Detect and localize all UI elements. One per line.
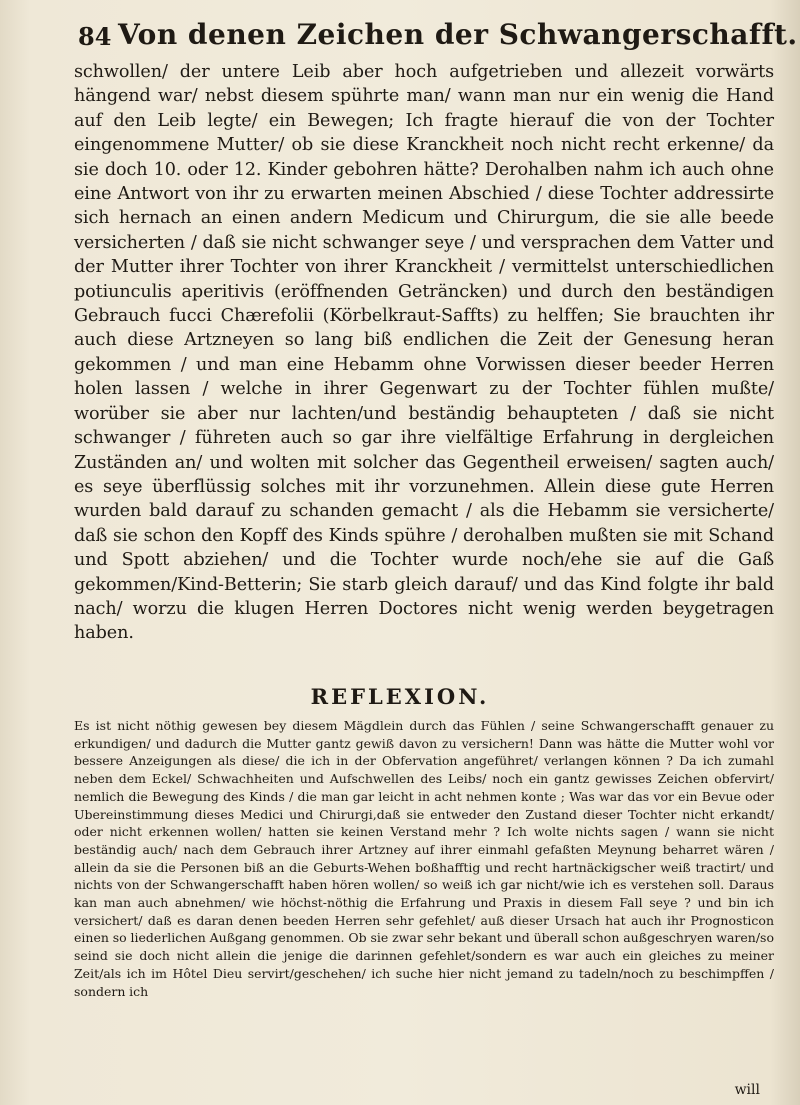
body-paragraph: schwollen/ der untere Leib aber hoch aufgetrieben und allezeit vorwärts hängend war/ nebst diesem spührte man/ wann man nur ein wenig die Hand auf den Leib legte/ ein Bewegen; Ich fragte hierauf die von der Tochter eingenommene Mutter/ ob sie diese Kranckheit noch nicht recht erkenne/ da sie doch 10. oder 12. Kinder gebohren hätte? Derohalben nahm ich auch ohne eine Antwort von ihr zu erwarten meinen Abschied / diese Tochter addressirte sich hernach an einen andern Medicum und Chirurgum, die sie alle beede versicherten / daß sie nicht schwanger seye / und versprachen dem Vatter und der Mutter ihrer Tochter von ihrer Kranckheit / vermittelst unterschiedlichen potiunculis aperitivis (eröffnenden Geträncken) und durch den beständigen Gebrauch fucci Chærefolii (Körbelkraut-Saffts) zu helffen; Sie brauchten ihr auch diese Artzneyen so lang biß endlichen die Zeit der Genesung heran gekommen / und man eine Hebamm ohne Vorwissen dieser beeder Herren holen lassen / welche in ihrer Gegenwart zu der Tochter fühlen mußte/ worüber sie aber nur lachten/und beständig behaupteten / daß sie nicht schwanger / führeten auch so gar ihre vielfältige Erfahrung in dergleichen Zuständen an/ und wolten mit solcher das Gegentheil erweisen/ sagten auch/ es seye überflüssig solches mit ihr vorzunehmen. Allein diese gute Herren wurden bald darauf zu schanden gemacht / als die Hebamm sie versicherte/ daß sie schon den Kopff des Kinds spühre / derohalben mußten sie mit Schand und Spott abziehen/ und die Tochter wurde noch/ehe sie auf die Gaß gekommen/Kind-Betterin; Sie starb gleich darauf/ und das Kind folgte ihr bald nach/ worzu die klugen Herren Doctores nicht wenig werden beygetragen haben. [74,62,774,644]
running-title: Von denen Zeichen der Schwangerschafft. [118,18,798,51]
observation-text [74,60,774,646]
page-header [78,12,798,58]
reflexion-paragraph: Es ist nicht nöthig gewesen bey diesem Mägdlein durch das Fühlen / seine Schwangerschafft genauer zu erkundigen/ und dadurch die Mutter gantz gewiß davon zu versichern! Dann was hätte die Mutter wohl vor bessere Anzeigungen als diese/ die ich in der Obfervation angeführet/ verlangen können ? Da ich zumahl neben dem Eckel/ Schwachheiten und Aufschwellen des Leibs/ noch ein gantz gewisses Zeichen obfervirt/ nemlich die Bewegung des Kinds / die man gar leicht in acht nehmen konte ; Was war das vor ein Bevue oder Ubereinstimmung dieses Medici und Chirurgi,daß sie entweder den Zustand dieser Tochter nicht erkandt/ oder nicht erkennen wollen/ hatten sie keinen Verstand mehr ? Ich wolte nichts sagen / wann sie nicht beständig auch/ nach dem Gebrauch ihrer Artzney auf ihrer einmahl gefaßten Meynung beharret wären / allein da sie die Personen biß an die Geburts-Wehen boßhafftig und recht hartnäckigscher weiß tractirt/ und nichts von der Schwangerschafft haben hören wollen/ so weiß ich gar nicht/wie ich es verstehen soll. Daraus kan man auch abnehmen/ wie höchst-nöthig die Erfahrung und Praxis in diesem Fall seye ? und bin ich versichert/ daß es daran denen beeden Herren sehr gefehlet/ auß dieser Ursach hat auch ihr Prognosticon einen so liederlichen Außgang genommen. Ob sie zwar sehr bekant und überall schon außgeschryen waren/so seind sie doch nicht allein die jenige die darinnen gefehlet/sondern es war auch ein gleiches zu meiner Zeit/als ich im Hôtel Dieu servirt/geschehen/ ich suche hier nicht jemand zu tadeln/noch zu beschimpffen / sondern ich [74,718,774,999]
reflexion-heading: REFLEXION. [310,684,490,709]
reflexion-section [74,717,774,1000]
catchword: will [734,1082,760,1098]
page-number: 84 [78,22,112,51]
